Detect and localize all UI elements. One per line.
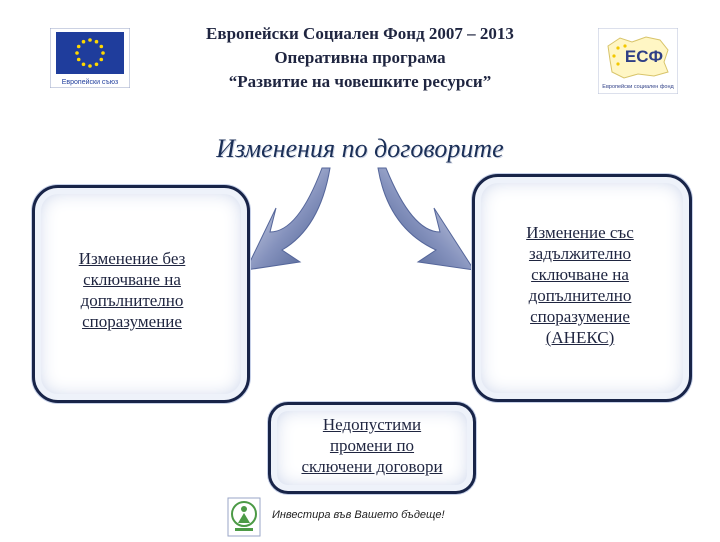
box-right-line: споразумение bbox=[530, 307, 630, 326]
diagram-title: Изменения по договорите bbox=[216, 134, 504, 163]
box-right-line: Изменение със bbox=[526, 223, 634, 242]
box-left-line: споразумение bbox=[82, 312, 182, 331]
header-line-3: “Развитие на човешките ресурси” bbox=[228, 72, 492, 91]
human-resources-logo-icon bbox=[227, 497, 261, 537]
box-bottom-line: сключени договори bbox=[301, 457, 443, 476]
footer-logo bbox=[227, 497, 261, 537]
box-bottom-line: Недопустими bbox=[322, 415, 422, 434]
esf-logo-caption: Европейски социален фонд bbox=[602, 84, 674, 90]
box-right-line: задължително bbox=[528, 244, 632, 263]
box-left-line: сключване на bbox=[83, 270, 181, 289]
header-line-1: Европейски Социален Фонд 2007 – 2013 bbox=[206, 24, 514, 43]
box-right-line: сключване на bbox=[531, 265, 629, 284]
footer-slogan: Инвестира във Вашето бъдеще! bbox=[272, 509, 445, 521]
box-right-line: (АНЕКС) bbox=[545, 328, 615, 347]
arrow-left-icon bbox=[246, 168, 330, 270]
box-bottom-text bbox=[270, 414, 474, 477]
eu-logo-caption: Европейски съюз bbox=[61, 79, 119, 86]
box-right-text bbox=[490, 222, 670, 348]
box-right-line: допълнително bbox=[528, 286, 632, 305]
box-left-line: допълнително bbox=[80, 291, 184, 310]
esf-logo-text: ЕСФ bbox=[624, 47, 664, 66]
box-bottom-line: промени по bbox=[329, 436, 415, 455]
arrow-right-icon bbox=[378, 168, 474, 270]
header-line-2: Оперативна програма bbox=[274, 48, 446, 67]
box-left-text bbox=[50, 248, 214, 332]
box-left-line: Изменение без bbox=[78, 249, 186, 268]
